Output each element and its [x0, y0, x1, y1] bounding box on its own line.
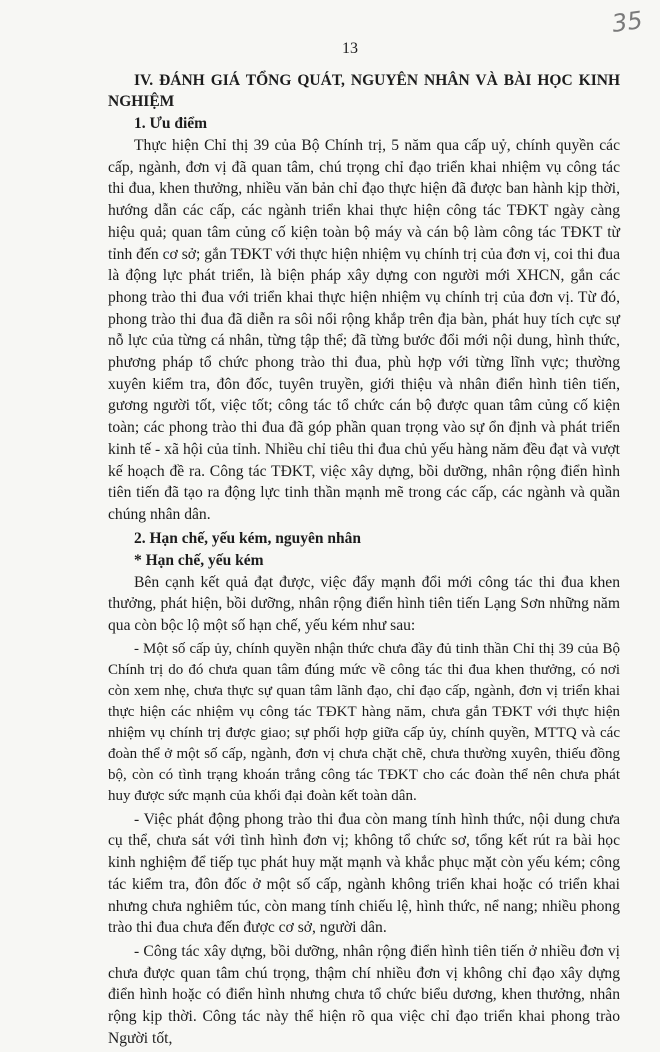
limitation-point: - Việc phát động phong trào thi đua còn mang tính hình thức, nội dung chưa cụ thể, chưa sát với tình hình đơn vị; không tổ chức sơ, tổng kết rút ra bài học kinh nghiệm để tiếp tục phát huy mặt mạnh và khắc phục mặt còn yếu kém; công tác kiểm tra, đôn đốc ở một số cấp, ngành không triển khai hoặc có triển khai nhưng chưa nghiêm túc, còn mang tính chiếu lệ, hình thức, nể nang; nhiều phong trào thi đua chưa đến được cơ sở, người dân. — [108, 810, 620, 937]
limitations-subheading: * Hạn chế, yếu kém — [134, 551, 264, 569]
limitation-point: - Công tác xây dựng, bồi dưỡng, nhân rộng điển hình tiên tiến ở nhiều đơn vị chưa được quan tâm chú trọng, thậm chí nhiều đơn vị không chỉ đạo xây dựng điển hình hoặc có điển hình nhưng chưa tổ chức biểu dương, khen thưởng, nhân rộng kịp thời. Công tác này thể hiện rõ qua việc chỉ đạo triển khai phong trào Người tốt, — [108, 942, 620, 1047]
limitation-point: - Một số cấp ủy, chính quyền nhận thức chưa đầy đủ tinh thần Chỉ thị 39 của Bộ Chính trị do đó chưa quan tâm đúng mức về công tác thi đua khen thưởng, có nơi còn xem nhẹ, chưa thực sự quan tâm lãnh đạo, chỉ đạo cấp, ngành, đơn vị triển khai thực hiện các nhiệm vụ công tác TĐKT hàng năm, chưa gắn TĐKT với thực hiện nhiệm vụ chính trị được giao; sự phối hợp giữa cấp ủy, chính quyền, MTTQ và các đoàn thể ở một số cấp, ngành, đơn vị chưa chặt chẽ, chưa thường xuyên, thiếu đồng bộ, còn có tình trạng khoán trắng công tác TĐKT cho các đoàn thể nên chưa phát huy được sức mạnh của khối đại đoàn kết toàn dân. — [108, 640, 620, 804]
limitations-intro: Bên cạnh kết quả đạt được, việc đẩy mạnh đổi mới công tác thi đua khen thưởng, phát hiện, bồi dưỡng, nhân rộng điển hình tiên tiến Lạng Sơn những năm qua còn bộc lộ một số hạn chế, yếu kém như sau: — [108, 573, 620, 635]
limitations-heading: 2. Hạn chế, yếu kém, nguyên nhân — [134, 529, 361, 547]
handwritten-page-mark: 35 — [610, 6, 645, 38]
advantages-paragraph: Thực hiện Chỉ thị 39 của Bộ Chính trị, 5 năm qua cấp uỷ, chính quyền các cấp, ngành, đơn vị đã quan tâm, chú trọng chỉ đạo triển khai nhiệm vụ công tác thi đua, khen thưởng, nhiều văn bản chỉ đạo thực hiện đã được ban hành kịp thời, hướng dẫn các cấp, các ngành triển khai thực hiện công tác TĐKT ngày càng hiệu quả; quan tâm củng cố kiện toàn bộ máy và cán bộ làm công tác TĐKT từ tỉnh đến cơ sở; gắn TĐKT với thực hiện nhiệm vụ chính trị của đơn vị, coi thi đua là động lực phát triển, là biện pháp xây dựng con người mới XHCN, gắn các phong trào thi đua với triển khai thực hiện nhiệm vụ chính trị của đơn vị. Từ đó, phong trào thi đua đã diễn ra sôi nổi rộng khắp trên địa bàn, phát huy tích cực sự nỗ lực của từng cá nhân, từng tập thể; đã từng bước đổi mới nội dung, hình thức, phương pháp tổ chức phong trào thi đua, phù hợp với từng lĩnh vực; thường xuyên kiểm tra, đôn đốc, tuyên truyền, giới thiệu và nhân điển hình tiên tiến, gương người tốt, việc tốt; công tác tổ chức cán bộ được quan tâm củng cố kiện toàn; các phong trào thi đua đã góp phần quan trọng vào sự ổn định và phát triển kinh tế - xã hội của tỉnh. Nhiều chỉ tiêu thi đua chủ yếu hàng năm đều đạt và vượt kế hoạch đề ra. Công tác TĐKT, việc xây dựng, bồi dưỡng, nhân rộng điển hình tiên tiến đã tạo ra động lực tinh thần mạnh mẽ trong các cấp, các ngành và quần chúng nhân dân. — [108, 137, 620, 523]
advantages-heading: 1. Ưu điểm — [134, 115, 208, 132]
section-heading: IV. ĐÁNH GIÁ TỔNG QUÁT, NGUYÊN NHÂN VÀ BÀI HỌC KINH NGHIỆM — [108, 72, 620, 110]
document-body — [108, 70, 620, 1052]
page-number: 13 — [342, 40, 358, 57]
